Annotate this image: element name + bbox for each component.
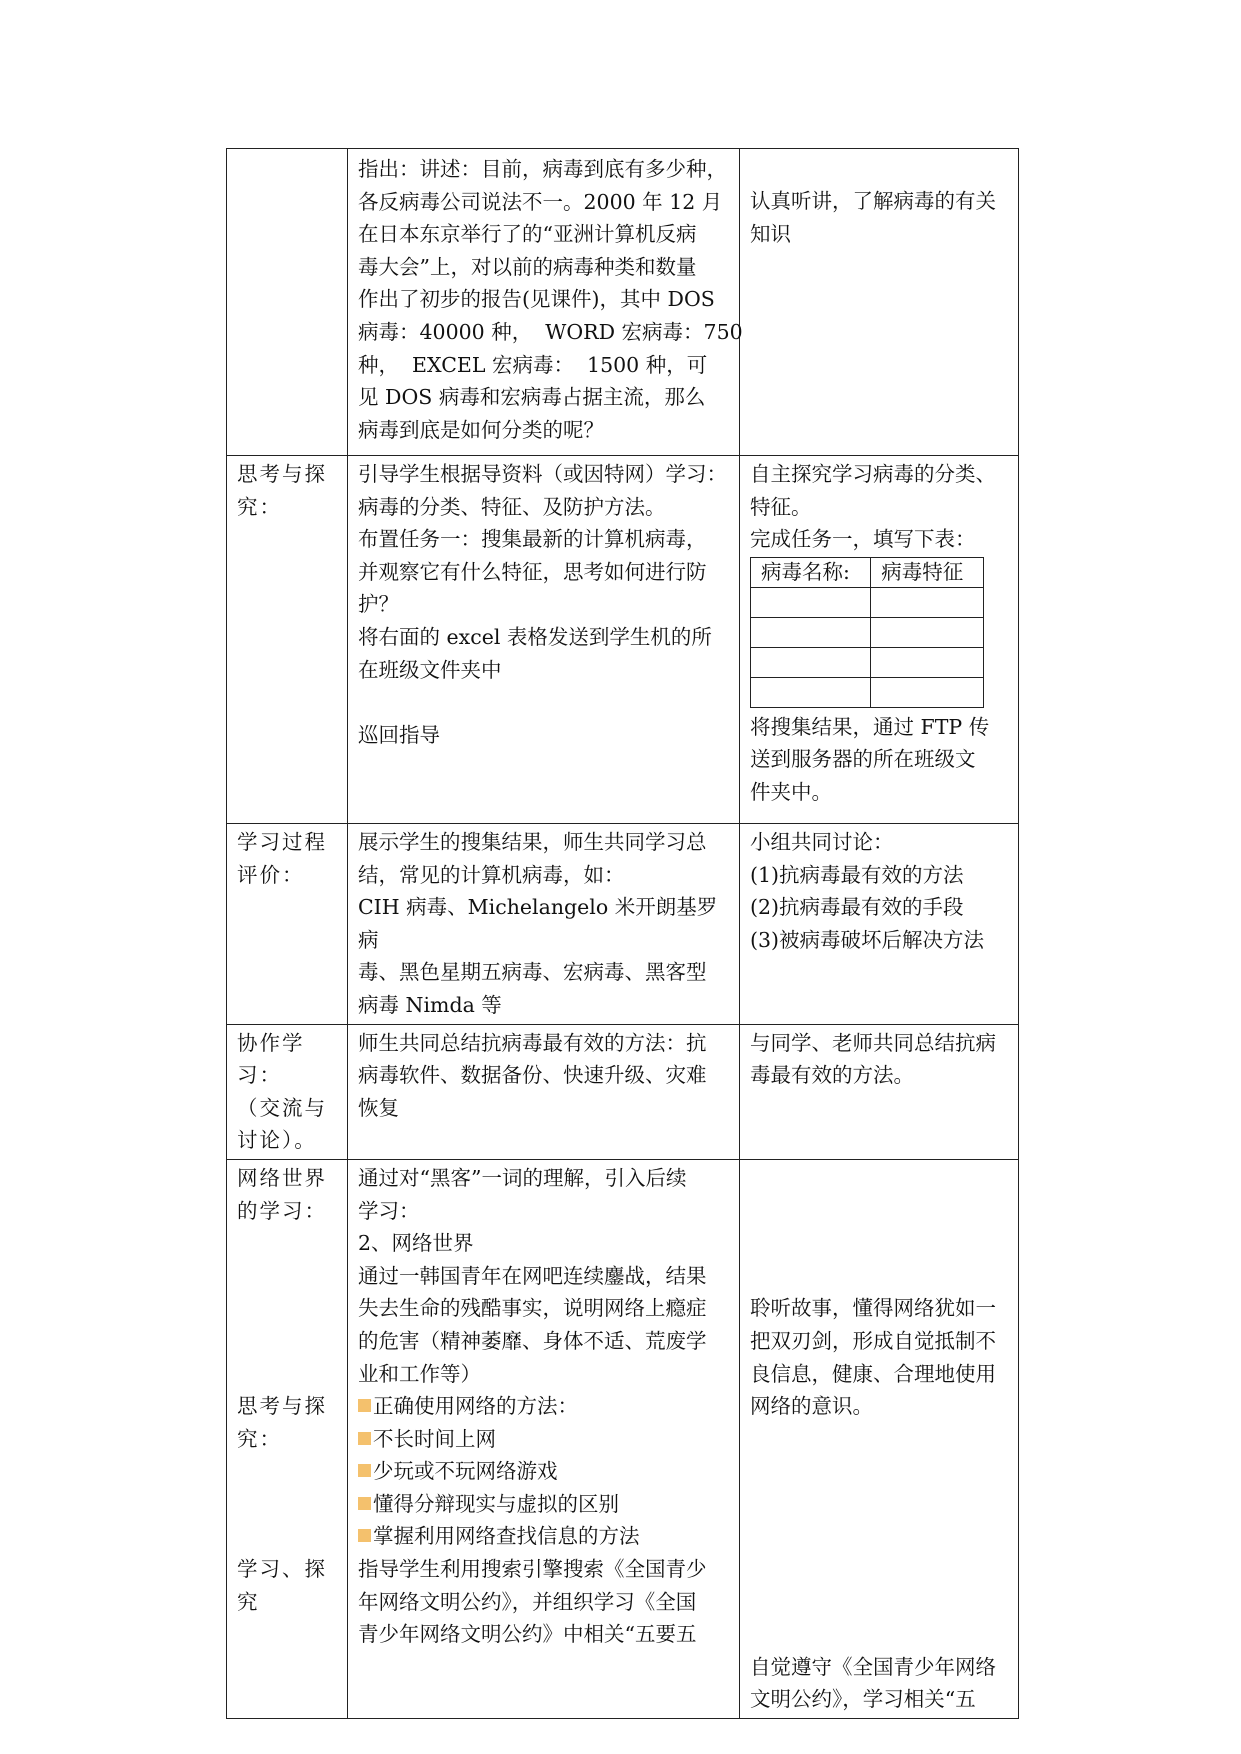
text-line: 青少年网络文明公约》中相关“五要五 — [358, 1622, 697, 1647]
text-line: 失去生命的残酷事实，说明网络上瘾症 — [358, 1296, 707, 1321]
task-table-cell — [871, 617, 984, 647]
student-activity-cell — [740, 1159, 1019, 1718]
blank-line — [750, 1488, 1008, 1521]
text-line: 并观察它有什么特征，思考如何进行防 — [358, 559, 707, 584]
stage-cell — [227, 456, 348, 824]
blank-line — [750, 1553, 1008, 1586]
blank-line — [750, 1618, 1008, 1651]
text-line: 病毒 Nimda 等 — [358, 992, 502, 1017]
student-activity-cell — [740, 1024, 1019, 1159]
bullet-item — [358, 1488, 729, 1521]
text-line: 将右面的 excel 表格发送到学生机的所 — [358, 624, 712, 649]
stage-label: 评价： — [237, 862, 305, 887]
text-line: 各反病毒公司说法不一。2000 年 12 月 — [358, 189, 723, 214]
bullet-text: 懂得分辩现实与虚拟的区别 — [373, 1491, 619, 1516]
bullet-item — [358, 1520, 729, 1553]
blank-line — [750, 1227, 1008, 1260]
text-line: 巡回指导 — [358, 722, 440, 747]
blank-line — [237, 1227, 337, 1260]
teacher-activity-cell — [348, 149, 743, 456]
text-line: (3)被病毒破坏后解决方法 — [750, 927, 985, 952]
text-line: 结，常见的计算机病毒，如： — [358, 862, 625, 887]
text-line: 展示学生的搜集结果，师生共同学习总 — [358, 830, 707, 854]
text-line: 指导学生利用搜索引擎搜索《全国青少 — [358, 1557, 707, 1582]
stage-label: 究： — [237, 1426, 282, 1451]
square-bullet-icon — [358, 1497, 371, 1510]
text-line: 作出了初步的报告(见课件)，其中 DOS — [358, 287, 715, 312]
task-table-cell — [871, 677, 984, 707]
task-table-cell — [751, 617, 871, 647]
text-line: (2)抗病毒最有效的手段 — [750, 895, 964, 920]
stage-cell — [227, 1159, 348, 1718]
blank-line — [237, 1260, 337, 1293]
text-line: 毒大会”上，对以前的病毒种类和数量 — [358, 254, 697, 279]
bullet-item — [358, 1455, 729, 1488]
text-line: 引导学生根据导资料（或因特网）学习： — [358, 462, 727, 486]
table-row — [227, 1159, 1019, 1718]
blank-line — [237, 1325, 337, 1358]
bullet-text: 不长时间上网 — [373, 1426, 496, 1451]
blank-line — [750, 1195, 1008, 1228]
text-line: 学习： — [358, 1198, 420, 1223]
bullet-text: 少玩或不玩网络游戏 — [373, 1459, 558, 1484]
teacher-activity-cell — [348, 1159, 740, 1718]
stage-label: 思考与探 — [237, 462, 327, 486]
student-activity-cell — [740, 149, 1019, 456]
text-line: 病毒软件、数据备份、快速升级、灾难 — [358, 1063, 707, 1088]
bullet-item — [358, 1423, 729, 1456]
text-line: 通过对“黑客”一词的理解，引入后续 — [358, 1165, 687, 1190]
task-table-cell — [751, 677, 871, 707]
bullet-text: 正确使用网络的方法： — [373, 1394, 578, 1419]
text-line: 送到服务器的所在班级文 — [750, 747, 976, 772]
text-line: 网络的意识。 — [750, 1394, 873, 1419]
blank-line — [750, 1455, 1008, 1488]
stage-cell — [227, 824, 348, 1025]
text-line: 毒最有效的方法。 — [750, 1063, 914, 1088]
stage-label: 究 — [237, 1589, 260, 1614]
text-line: 良信息，健康、合理地使用 — [750, 1361, 996, 1386]
blank-line — [750, 1586, 1008, 1619]
task-table-cell — [751, 587, 871, 617]
text-line: CIH 病毒、Michelangelo 米开朗基罗病 — [358, 895, 718, 952]
stage-label: 网络世界 — [237, 1165, 327, 1190]
text-line: 病毒到底是如何分类的呢？ — [358, 417, 604, 442]
text-line: 见 DOS 病毒和宏病毒占据主流，那么 — [358, 385, 706, 410]
blank-line — [237, 1358, 337, 1391]
blank-line — [750, 1520, 1008, 1553]
square-bullet-icon — [358, 1432, 371, 1445]
text-line: 自觉遵守《全国青少年网络 — [750, 1654, 996, 1679]
square-bullet-icon — [358, 1464, 371, 1477]
text-line: 恢复 — [358, 1095, 399, 1120]
blank-line — [750, 1260, 1008, 1293]
text-line: 种， EXCEL 宏病毒： 1500 种，可 — [358, 352, 708, 377]
text-line: 的危害（精神萎靡、身体不适、荒废学 — [358, 1328, 707, 1353]
text-line: 2、网络世界 — [358, 1231, 474, 1256]
text-line: 自主探究学习病毒的分类、 — [750, 462, 996, 486]
blank-line — [358, 686, 729, 719]
square-bullet-icon — [358, 1399, 371, 1412]
stage-cell — [227, 149, 348, 456]
text-line: 布置任务一：搜集最新的计算机病毒， — [358, 527, 707, 552]
blank-line — [237, 1520, 337, 1553]
text-line: 知识 — [750, 221, 791, 246]
stage-label: 学习、探 — [237, 1557, 327, 1582]
stage-label: 协作学习： — [237, 1030, 305, 1088]
task-table-cell — [751, 647, 871, 677]
stage-label: 究： — [237, 494, 282, 519]
table-row — [227, 149, 1019, 456]
task-table-row — [751, 617, 984, 647]
teacher-activity-cell — [348, 1024, 740, 1159]
text-line: 件夹中。 — [750, 779, 832, 804]
text-line: (1)抗病毒最有效的方法 — [750, 862, 964, 887]
stage-label: 思考与探 — [237, 1394, 327, 1419]
bullet-text: 掌握利用网络查找信息的方法 — [373, 1524, 640, 1549]
task-table-header-row — [751, 557, 984, 587]
table-row — [227, 456, 1019, 824]
text-line: 把双刃剑，形成自觉抵制不 — [750, 1328, 996, 1353]
text-line: 小组共同讨论： — [750, 830, 894, 854]
blank-line — [237, 1292, 337, 1325]
text-line: 业和工作等） — [358, 1361, 481, 1386]
task-table-cell — [871, 587, 984, 617]
table-row — [227, 824, 1019, 1025]
text-line: 在班级文件夹中 — [358, 657, 502, 682]
text-line: 病毒的分类、特征、及防护方法。 — [358, 494, 666, 519]
task-table-row — [751, 677, 984, 707]
text-line: 年网络文明公约》，并组织学习《全国 — [358, 1589, 697, 1614]
student-activity-cell — [740, 824, 1019, 1025]
blank-line — [750, 1423, 1008, 1456]
lesson-plan-table — [226, 148, 1019, 1719]
text-line: 毒、黑色星期五病毒、宏病毒、黑客型 — [358, 960, 707, 985]
teacher-activity-cell — [348, 456, 740, 824]
stage-label: （交流与 — [237, 1095, 327, 1120]
text-line: 特征。 — [750, 494, 812, 519]
text-line: 文明公约》，学习相关“五 — [750, 1687, 976, 1712]
stage-label: 讨论）。 — [237, 1128, 317, 1153]
blank-line — [750, 1162, 1008, 1195]
text-line: 完成任务一，填写下表： — [750, 527, 976, 552]
text-line: 指出：讲述：目前，病毒到底有多少种， — [358, 157, 727, 181]
text-line: 师生共同总结抗病毒最有效的方法：抗 — [358, 1030, 707, 1055]
square-bullet-icon — [358, 1529, 371, 1542]
task-table-row — [751, 587, 984, 617]
stage-cell — [227, 1024, 348, 1159]
text-line: 病毒：40000 种， WORD 宏病毒：750 — [358, 319, 743, 344]
virus-name-header: 病毒名称: — [751, 557, 871, 587]
text-line: 护？ — [358, 592, 399, 617]
blank-line — [237, 1488, 337, 1521]
text-line: 在日本东京举行了的“亚洲计算机反病 — [358, 222, 697, 247]
student-activity-cell — [740, 456, 1019, 824]
task-table-cell — [871, 647, 984, 677]
bullet-item — [358, 1390, 729, 1423]
stage-label: 学习过程 — [237, 830, 327, 854]
text-line: 将搜集结果，通过 FTP 传 — [750, 714, 990, 739]
blank-line — [237, 1455, 337, 1488]
virus-feature-header: 病毒特征 — [871, 557, 984, 587]
teacher-activity-cell — [348, 824, 740, 1025]
virus-task-table — [750, 557, 984, 708]
text-line: 通过一韩国青年在网吧连续鏖战，结果 — [358, 1263, 707, 1288]
text-line: 聆听故事，懂得网络犹如一 — [750, 1296, 996, 1321]
table-row — [227, 1024, 1019, 1159]
text-line: 与同学、老师共同总结抗病 — [750, 1030, 996, 1055]
stage-label: 的学习： — [237, 1198, 327, 1223]
text-line: 认真听讲，了解病毒的有关 — [750, 189, 996, 213]
task-table-row — [751, 647, 984, 677]
